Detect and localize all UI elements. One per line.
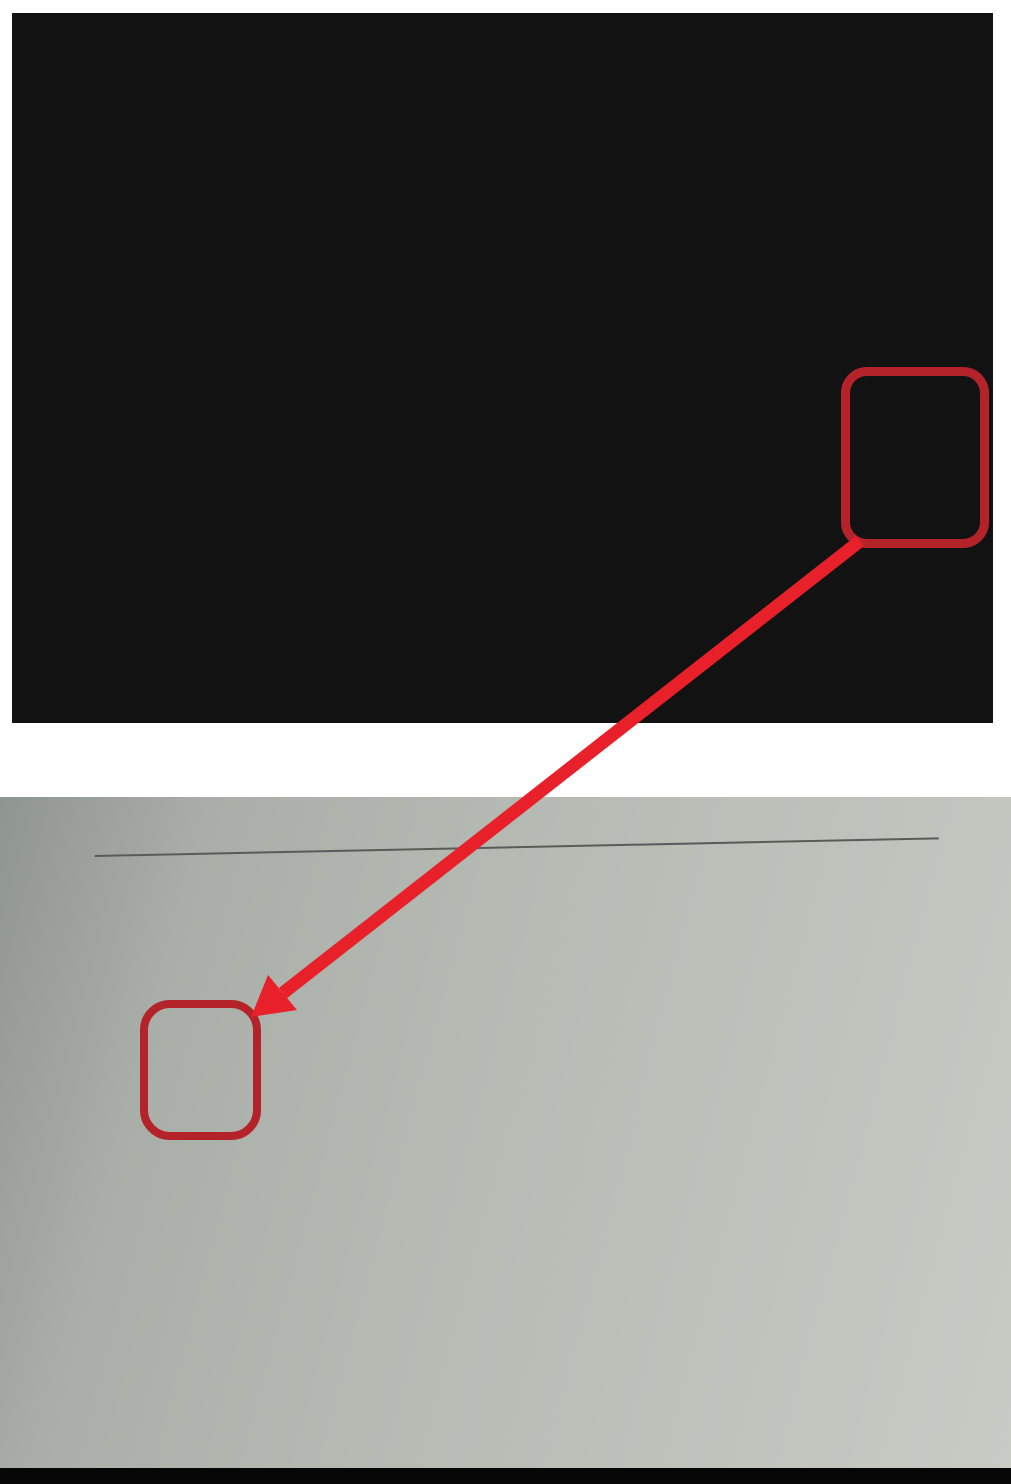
photo-title — [60, 823, 70, 849]
wuat-highlight-box — [140, 1000, 261, 1140]
cham-script-photo — [0, 797, 1011, 1468]
akhar-bini-table — [95, 837, 939, 857]
daad-highlight-box — [841, 367, 989, 548]
bottom-black-bar — [0, 1468, 1011, 1484]
arabic-alphabet-table — [12, 13, 993, 723]
